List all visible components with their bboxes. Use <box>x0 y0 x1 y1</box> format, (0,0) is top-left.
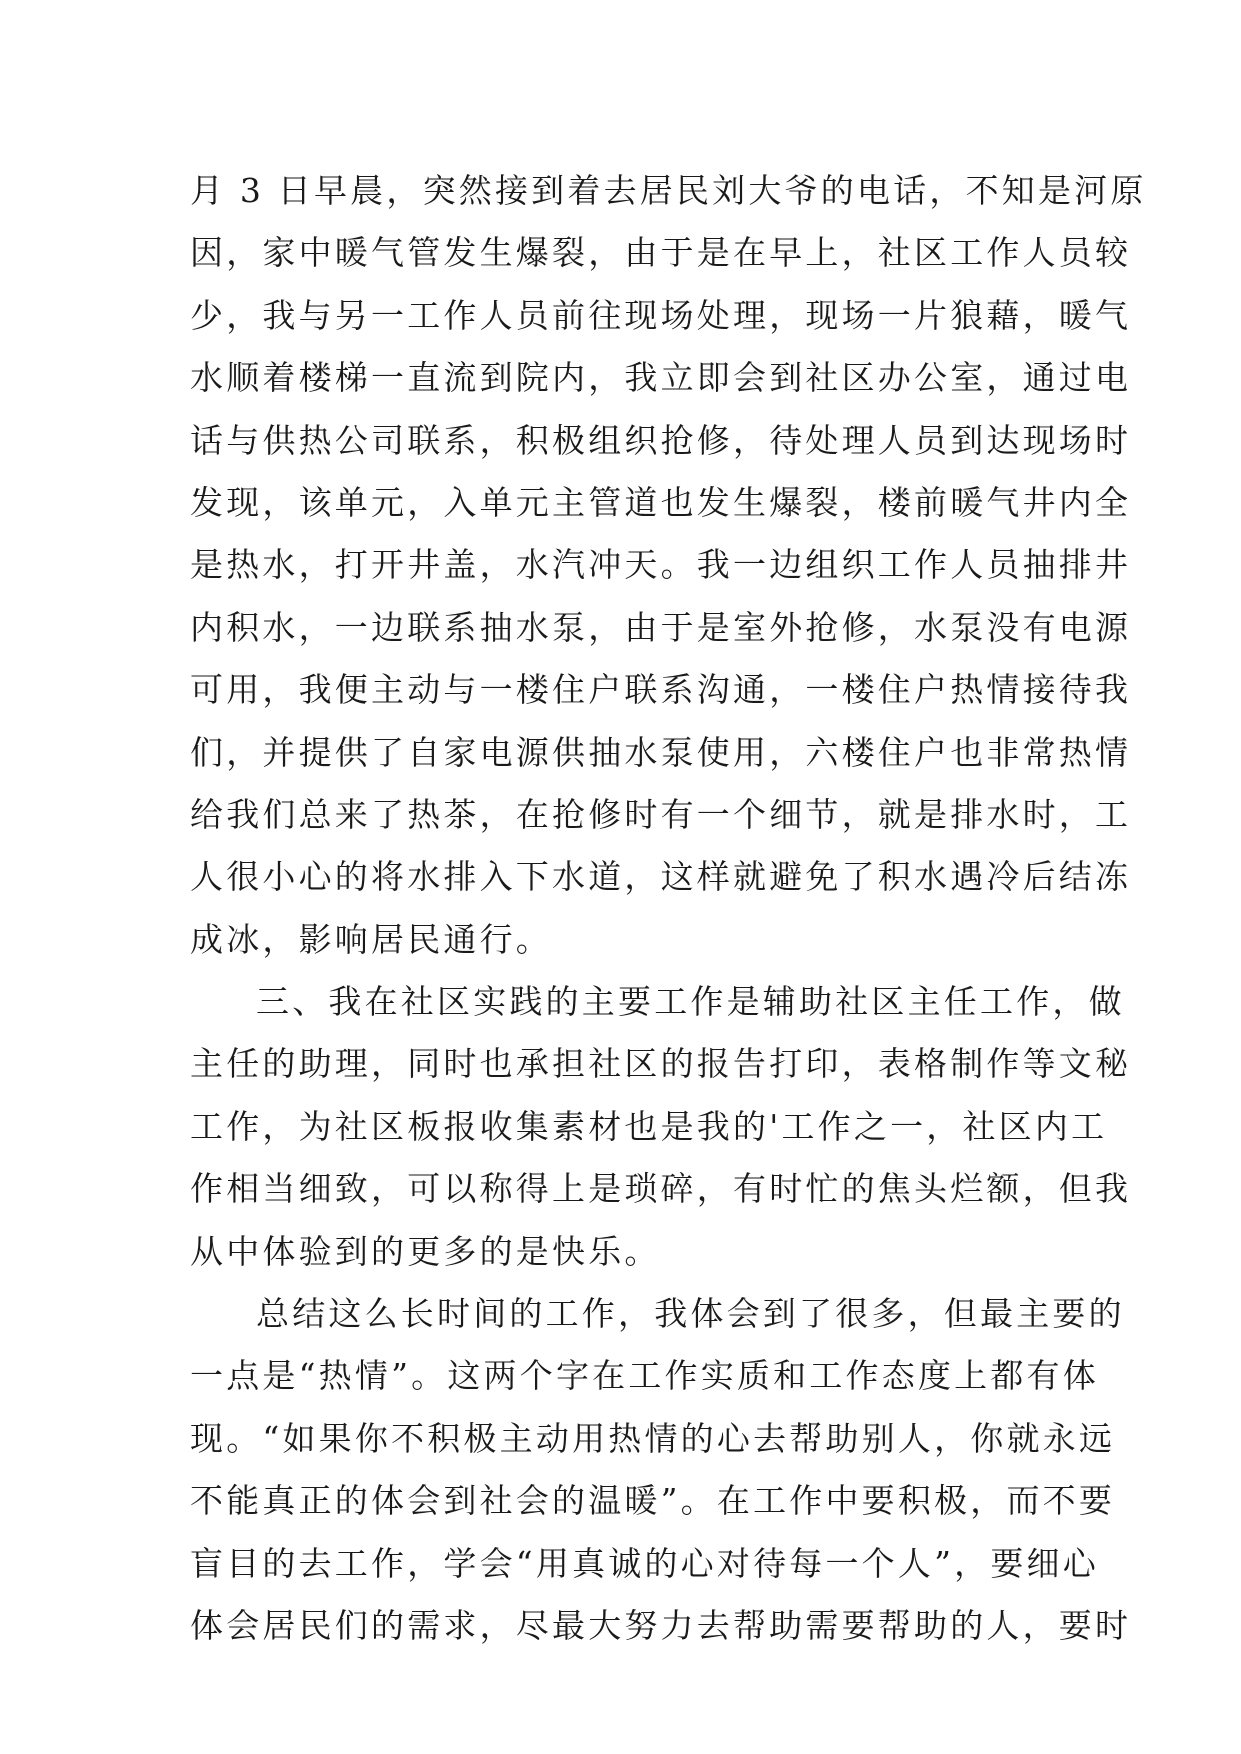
text-line: 成冰，影响居民通行。 <box>190 919 552 959</box>
paragraph <box>190 971 1132 1283</box>
text-line: 人很小心的将水排入下水道，这样就避免了积水遇冷后结冻 <box>190 857 1132 897</box>
text-line: 现。“如果你不积极主动用热情的心去帮助别人，你就永远 <box>190 1418 1116 1458</box>
text-line: 们，并提供了自家电源供抽水泵使用，六楼住户也非常热情 <box>190 732 1132 772</box>
text-line: 作相当细致，可以称得上是琐碎，有时忙的焦头烂额，但我 <box>190 1169 1132 1209</box>
text-line: 可用，我便主动与一楼住户联系沟通，一楼住户热情接待我 <box>190 670 1132 710</box>
text-line: 给我们总来了热茶，在抢修时有一个细节，就是排水时，工 <box>190 794 1132 834</box>
text-line: 体会居民们的需求，尽最大努力去帮助需要帮助的人，要时 <box>190 1605 1132 1645</box>
text-line: 三、我在社区实践的主要工作是辅助社区主任工作，做 <box>256 982 1125 1022</box>
text-line: 总结这么长时间的工作，我体会到了很多，但最主要的 <box>256 1294 1125 1334</box>
text-line: 少，我与另一工作人员前往现场处理，现场一片狼藉，暖气 <box>190 295 1132 335</box>
paragraph <box>190 160 1147 971</box>
text-line: 不能真正的体会到社会的温暖”。在工作中要积极，而不要 <box>190 1481 1116 1521</box>
paragraph <box>190 1283 1132 1657</box>
body-text <box>190 160 1147 1657</box>
text-line: 工作，为社区板报收集素材也是我的'工作之一，社区内工 <box>190 1106 1108 1146</box>
text-line: 因，家中暖气管发生爆裂，由于是在早上，社区工作人员较 <box>190 233 1132 273</box>
text-line: 盲目的去工作，学会“用真诚的心对待每一个人”，要细心 <box>190 1543 1099 1583</box>
text-line: 一点是“热情”。这两个字在工作实质和工作态度上都有体 <box>190 1356 1099 1396</box>
text-line: 水顺着楼梯一直流到院内，我立即会到社区办公室，通过电 <box>190 358 1132 398</box>
text-line: 主任的助理，同时也承担社区的报告打印，表格制作等文秘 <box>190 1044 1132 1084</box>
text-line: 话与供热公司联系，积极组织抢修，待处理人员到达现场时 <box>190 420 1132 460</box>
text-line: 发现，该单元，入单元主管道也发生爆裂，楼前暖气井内全 <box>190 482 1132 522</box>
text-line: 是热水，打开井盖，水汽冲天。我一边组织工作人员抽排井 <box>190 545 1132 585</box>
text-line: 月 3 日早晨，突然接到着去居民刘大爷的电话，不知是河原 <box>190 171 1147 210</box>
text-line: 内积水，一边联系抽水泵，由于是室外抢修，水泵没有电源 <box>190 607 1132 647</box>
text-line: 从中体验到的更多的是快乐。 <box>190 1231 661 1271</box>
